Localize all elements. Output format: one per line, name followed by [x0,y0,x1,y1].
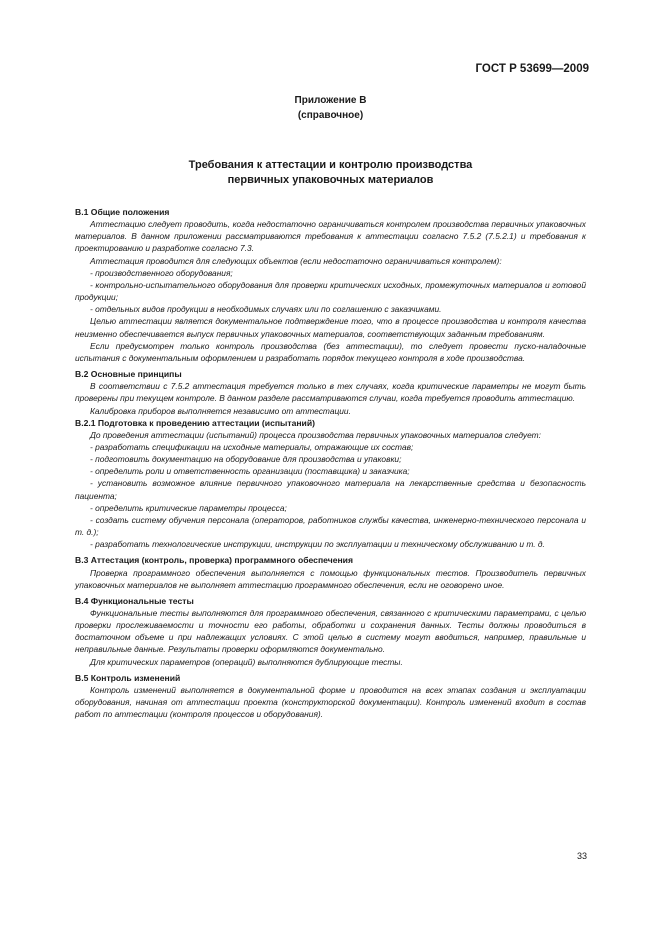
section-heading-b21: В.2.1 Подготовка к проведению аттестации (испытаний) [75,417,315,428]
paragraph: Целью аттестации является документальное подтверждение того, что в процессе производства и контроля качества неизменно обеспечивается выпуск первичных упаковочных материалов, соответствующих заданным требованиям. [75,316,586,339]
list-item: - отдельных видов продукции в необходимых случаях или по соглашению с заказчиками. [90,304,442,315]
list-item: - разработать технологические инструкции, инструкции по эксплуатации и техническому обслуживанию и т. д. [90,539,545,550]
list-item: - производственного оборудования; [90,267,233,278]
list-item: - создать систему обучения персонала (операторов, работников службы качества, инженерно-технического персонала и т. д.); [75,514,586,538]
appendix-title: Приложение В [294,95,367,106]
paragraph: Если предусмотрен только контроль производства (без аттестации), то следует провести пуско-наладочные испытания с документальным оформлением и разработать порядок текущего контроля в ходе производства. [75,340,586,363]
paragraph: В соответствии с 7.5.2 аттестация требуется только в тех случаях, когда критические параметры не могут быть проверены при текущем контроле. В данном разделе рассматриваются случаи, когда требуется проводить аттестацию. [75,381,586,404]
paragraph: Контроль изменений выполняется в документальной форме и проводится на всех этапах создания и эксплуатации оборудования, начиная от аттестации проекта (конструкторской документации). Контроль изменений входит в состав работ по аттестации (контроля процессов и оборудования). [75,684,586,720]
paragraph: Проверка программного обеспечения выполняется с помощью функциональных тестов. Производитель первичных упаковочных материалов не выполняет аттестацию программного обеспечения, если не оговорено иное. [75,567,586,590]
list-item: - контрольно-испытательного оборудования для проверки критических исходных, промежуточных материалов и готовой продукции; [75,279,586,303]
paragraph: Функциональные тесты выполняются для программного обеспечения, связанного с критическими параметрами, с целью проверки прослеживаемости и точности его работы, обработки и сохранения данных. Тесты должны проводиться в достаточном объеме и при надлежащих условиях. С этой целью в систему могут вводиться, например, правильные и неправильные данные. Результаты проверки оформляются документально. [75,608,586,655]
list-item: - подготовить документацию на оборудование для производства и упаковки; [90,454,402,465]
document-title [0,158,661,188]
section-heading-b3: В.3 Аттестация (контроль, проверка) программного обеспечения [75,555,353,566]
section-heading-b2: В.2 Основные принципы [75,369,182,380]
paragraph: Аттестацию следует проводить, когда недостаточно ограничиваться контролем производства первичных упаковочных материалов. В данном приложении рассматриваются требования к аттестации согласно 7.5.2 (7.5.2.1) и требования к проектированию и разработке согласно 7.3. [75,219,586,254]
page-number: 33 [576,851,587,861]
section-heading-b4: В.4 Функциональные тесты [75,595,194,606]
list-item: - определить роли и ответственность организации (поставщика) и заказчика; [90,466,410,477]
list-item: - определить критические параметры процесса; [90,502,287,513]
appendix-subtitle: (справочное) [297,110,364,121]
section-heading-b5: В.5 Контроль изменений [75,672,181,683]
document-body [75,206,586,720]
list-item: - разработать спецификации на исходные материалы, отражающие их состав; [90,441,414,452]
paragraph: До проведения аттестации (испытаний) процесса производства первичных упаковочных материалов следует: [90,429,541,440]
paragraph: Для критических параметров (операций) выполняются дублирующие тесты. [90,656,403,667]
paragraph: Аттестация проводится для следующих объектов (если недостаточно ограничиваться контролем): [90,255,502,266]
title-line-2: первичных упаковочных материалов [227,174,434,186]
appendix-heading [0,93,661,123]
paragraph: Калибровка приборов выполняется независимо от аттестации. [90,405,351,416]
title-line-1: Требования к аттестации и контролю производства [188,159,473,171]
list-item: - установить возможное влияние первичного упаковочного материала на лекарственные средства и безопасность пациента; [75,478,586,501]
standard-number: ГОСТ Р 53699—2009 [475,63,589,75]
section-heading-b1: В.1 Общие положения [75,207,170,217]
